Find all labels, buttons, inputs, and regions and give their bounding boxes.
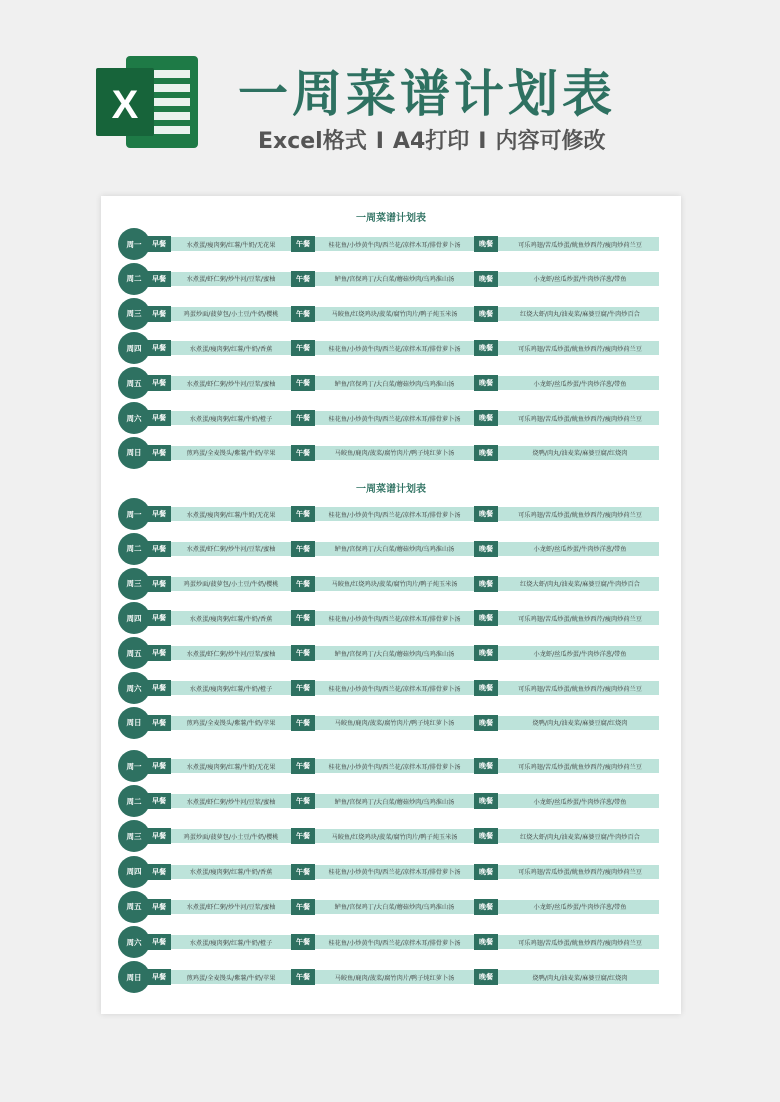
lunch-label: 午餐	[291, 445, 315, 461]
lunch-label: 午餐	[291, 541, 315, 557]
subtitle-print: A4打印	[392, 129, 470, 154]
breakfast-label: 早餐	[147, 271, 171, 287]
dinner-label: 晚餐	[474, 610, 498, 626]
dinner-items: 红烧大虾/肉丸/油麦菜/麻婆豆腐/牛肉炒百合	[520, 311, 640, 319]
day-row	[101, 926, 681, 958]
dinner-label: 晚餐	[474, 541, 498, 557]
lunch-items: 马鲛鱼/红烧鸡块/菠菜/腐竹肉片/鸭子炖玉米汤	[331, 833, 458, 841]
lunch-label: 午餐	[291, 934, 315, 950]
breakfast-items: 水煮蛋/瘦肉粥/红薯/牛奶/无花果	[186, 511, 276, 519]
day-badge: 周二	[118, 263, 150, 295]
dinner-items: 红烧大虾/肉丸/油麦菜/麻婆豆腐/牛肉炒百合	[520, 581, 640, 589]
dinner-items: 烧鸭/肉丸/油麦菜/麻婆豆腐/红烧肉	[532, 450, 628, 458]
lunch-items: 桂花鱼/小炒黄牛肉/西兰花/凉拌木耳/排骨萝卜汤	[328, 869, 461, 877]
dinner-items: 可乐鸡翅/苦瓜炒蛋/鱿鱼炒西芹/瘦肉炒荷兰豆	[518, 241, 642, 249]
breakfast-items: 水煮蛋/虾仁粥/炒牛河/豆浆/蜜柚	[186, 904, 276, 912]
lunch-items: 桂花鱼/小炒黄牛肉/西兰花/凉拌木耳/排骨萝卜汤	[328, 615, 461, 623]
lunch-items: 马鲛鱼/红烧鸡块/菠菜/腐竹肉片/鸭子炖玉米汤	[331, 311, 458, 319]
day-row	[101, 568, 681, 600]
breakfast-items: 鸡蛋炒面/菠萝包/小土豆/牛奶/樱桃	[183, 311, 279, 319]
breakfast-label: 早餐	[147, 375, 171, 391]
breakfast-items: 水煮蛋/瘦肉粥/红薯/牛奶/无花果	[186, 763, 276, 771]
day-badge: 周三	[118, 298, 150, 330]
dinner-items: 可乐鸡翅/苦瓜炒蛋/鱿鱼炒西芹/瘦肉炒荷兰豆	[518, 685, 642, 693]
breakfast-label: 早餐	[147, 340, 171, 356]
lunch-items: 桂花鱼/小炒黄牛肉/西兰花/凉拌木耳/排骨萝卜汤	[328, 685, 461, 693]
breakfast-label: 早餐	[147, 236, 171, 252]
breakfast-label: 早餐	[147, 445, 171, 461]
day-badge: 周六	[118, 926, 150, 958]
dinner-items: 小龙虾/丝瓜炒蛋/牛肉炒洋葱/带鱼	[533, 650, 627, 658]
lunch-label: 午餐	[291, 236, 315, 252]
subtitle-editable: 内容可修改	[495, 129, 606, 154]
breakfast-items: 水煮蛋/虾仁粥/炒牛河/豆浆/蜜柚	[186, 798, 276, 806]
dinner-items: 红烧大虾/肉丸/油麦菜/麻婆豆腐/牛肉炒百合	[520, 833, 640, 841]
dinner-label: 晚餐	[474, 969, 498, 985]
breakfast-items: 水煮蛋/虾仁粥/炒牛河/豆浆/蜜柚	[186, 380, 276, 388]
subtitle-format: Excel格式	[258, 129, 367, 154]
dinner-label: 晚餐	[474, 864, 498, 880]
day-badge: 周四	[118, 856, 150, 888]
lunch-items: 鲈鱼/宫保鸡丁/大白菜/蘑菇炒肉/乌鸡淮山汤	[334, 650, 455, 658]
breakfast-items: 水煮蛋/瘦肉粥/红薯/牛奶/香蕉	[189, 869, 273, 877]
dinner-label: 晚餐	[474, 934, 498, 950]
day-badge: 周一	[118, 228, 150, 260]
excel-logo-icon	[96, 52, 200, 152]
dinner-items: 小龙虾/丝瓜炒蛋/牛肉炒洋葱/带鱼	[533, 546, 627, 554]
lunch-label: 午餐	[291, 969, 315, 985]
dinner-items: 小龙虾/丝瓜炒蛋/牛肉炒洋葱/带鱼	[533, 276, 627, 284]
dinner-label: 晚餐	[474, 445, 498, 461]
day-badge: 周六	[118, 402, 150, 434]
lunch-label: 午餐	[291, 576, 315, 592]
breakfast-items: 水煮蛋/虾仁粥/炒牛河/豆浆/蜜柚	[186, 546, 276, 554]
day-row	[101, 785, 681, 817]
lunch-label: 午餐	[291, 828, 315, 844]
breakfast-label: 早餐	[147, 541, 171, 557]
dinner-label: 晚餐	[474, 410, 498, 426]
dinner-label: 晚餐	[474, 576, 498, 592]
day-row	[101, 498, 681, 530]
lunch-label: 午餐	[291, 340, 315, 356]
dinner-label: 晚餐	[474, 645, 498, 661]
day-badge: 周六	[118, 672, 150, 704]
breakfast-items: 水煮蛋/虾仁粥/炒牛河/豆浆/蜜柚	[186, 276, 276, 284]
dinner-label: 晚餐	[474, 306, 498, 322]
dinner-label: 晚餐	[474, 715, 498, 731]
breakfast-items: 水煮蛋/瘦肉粥/红薯/牛奶/橙子	[189, 415, 273, 423]
breakfast-items: 水煮蛋/瘦肉粥/红薯/牛奶/香蕉	[189, 615, 273, 623]
dinner-items: 小龙虾/丝瓜炒蛋/牛肉炒洋葱/带鱼	[533, 904, 627, 912]
day-badge: 周四	[118, 602, 150, 634]
subtitle-separator: I	[375, 129, 384, 154]
day-row	[101, 533, 681, 565]
breakfast-label: 早餐	[147, 506, 171, 522]
day-badge: 周日	[118, 437, 150, 469]
breakfast-items: 煎鸡蛋/全麦馒头/紫薯/牛奶/苹果	[186, 720, 276, 728]
dinner-label: 晚餐	[474, 506, 498, 522]
breakfast-items: 鸡蛋炒面/菠萝包/小土豆/牛奶/樱桃	[183, 581, 279, 589]
breakfast-label: 早餐	[147, 864, 171, 880]
dinner-label: 晚餐	[474, 340, 498, 356]
lunch-label: 午餐	[291, 680, 315, 696]
day-badge: 周四	[118, 332, 150, 364]
breakfast-label: 早餐	[147, 645, 171, 661]
lunch-items: 桂花鱼/小炒黄牛肉/西兰花/凉拌木耳/排骨萝卜汤	[328, 345, 461, 353]
breakfast-items: 鸡蛋炒面/菠萝包/小土豆/牛奶/樱桃	[183, 833, 279, 841]
dinner-items: 可乐鸡翅/苦瓜炒蛋/鱿鱼炒西芹/瘦肉炒荷兰豆	[518, 939, 642, 947]
lunch-items: 桂花鱼/小炒黄牛肉/西兰花/凉拌木耳/排骨萝卜汤	[328, 415, 461, 423]
day-row	[101, 820, 681, 852]
lunch-label: 午餐	[291, 306, 315, 322]
dinner-items: 可乐鸡翅/苦瓜炒蛋/鱿鱼炒西芹/瘦肉炒荷兰豆	[518, 763, 642, 771]
breakfast-label: 早餐	[147, 934, 171, 950]
day-row	[101, 891, 681, 923]
lunch-items: 桂花鱼/小炒黄牛肉/西兰花/凉拌木耳/排骨萝卜汤	[328, 939, 461, 947]
lunch-label: 午餐	[291, 410, 315, 426]
dinner-label: 晚餐	[474, 680, 498, 696]
lunch-items: 鲈鱼/宫保鸡丁/大白菜/蘑菇炒肉/乌鸡淮山汤	[334, 380, 455, 388]
lunch-items: 鲈鱼/宫保鸡丁/大白菜/蘑菇炒肉/乌鸡淮山汤	[334, 798, 455, 806]
day-row	[101, 332, 681, 364]
lunch-items: 鲈鱼/宫保鸡丁/大白菜/蘑菇炒肉/乌鸡淮山汤	[334, 904, 455, 912]
day-row	[101, 437, 681, 469]
day-badge: 周五	[118, 367, 150, 399]
lunch-label: 午餐	[291, 610, 315, 626]
section-title: 一周菜谱计划表	[356, 213, 426, 224]
day-badge: 周三	[118, 568, 150, 600]
subtitle-separator: I	[478, 129, 487, 154]
day-badge: 周五	[118, 637, 150, 669]
dinner-items: 烧鸭/肉丸/油麦菜/麻婆豆腐/红烧肉	[532, 720, 628, 728]
day-badge: 周五	[118, 891, 150, 923]
lunch-label: 午餐	[291, 506, 315, 522]
breakfast-label: 早餐	[147, 306, 171, 322]
breakfast-label: 早餐	[147, 715, 171, 731]
lunch-items: 马鲛鱼/鹿肉/菠菜/腐竹肉片/鸭子炖红萝卜汤	[334, 974, 455, 982]
day-badge: 周日	[118, 707, 150, 739]
logo-letter: X	[111, 83, 139, 127]
day-badge: 周日	[118, 961, 150, 993]
lunch-label: 午餐	[291, 864, 315, 880]
dinner-items: 可乐鸡翅/苦瓜炒蛋/鱿鱼炒西芹/瘦肉炒荷兰豆	[518, 869, 642, 877]
lunch-items: 鲈鱼/宫保鸡丁/大白菜/蘑菇炒肉/乌鸡淮山汤	[334, 276, 455, 284]
breakfast-items: 水煮蛋/瘦肉粥/红薯/牛奶/橙子	[189, 685, 273, 693]
breakfast-label: 早餐	[147, 899, 171, 915]
dinner-label: 晚餐	[474, 375, 498, 391]
breakfast-items: 煎鸡蛋/全麦馒头/紫薯/牛奶/苹果	[186, 974, 276, 982]
breakfast-items: 水煮蛋/虾仁粥/炒牛河/豆浆/蜜柚	[186, 650, 276, 658]
dinner-items: 可乐鸡翅/苦瓜炒蛋/鱿鱼炒西芹/瘦肉炒荷兰豆	[518, 511, 642, 519]
breakfast-label: 早餐	[147, 410, 171, 426]
day-row	[101, 637, 681, 669]
day-row	[101, 961, 681, 993]
day-row	[101, 367, 681, 399]
lunch-items: 马鲛鱼/鹿肉/菠菜/腐竹肉片/鸭子炖红萝卜汤	[334, 720, 455, 728]
dinner-label: 晚餐	[474, 236, 498, 252]
breakfast-label: 早餐	[147, 680, 171, 696]
dinner-label: 晚餐	[474, 828, 498, 844]
page-title: 一周菜谱计划表	[238, 65, 616, 123]
dinner-label: 晚餐	[474, 793, 498, 809]
breakfast-label: 早餐	[147, 828, 171, 844]
subtitle	[258, 124, 605, 155]
day-row	[101, 602, 681, 634]
dinner-items: 小龙虾/丝瓜炒蛋/牛肉炒洋葱/带鱼	[533, 798, 627, 806]
day-badge: 周一	[118, 498, 150, 530]
lunch-items: 桂花鱼/小炒黄牛肉/西兰花/凉拌木耳/排骨萝卜汤	[328, 241, 461, 249]
lunch-label: 午餐	[291, 758, 315, 774]
breakfast-items: 水煮蛋/瘦肉粥/红薯/牛奶/橙子	[189, 939, 273, 947]
day-badge: 周二	[118, 785, 150, 817]
breakfast-label: 早餐	[147, 793, 171, 809]
breakfast-label: 早餐	[147, 610, 171, 626]
breakfast-items: 水煮蛋/瘦肉粥/红薯/牛奶/香蕉	[189, 345, 273, 353]
lunch-label: 午餐	[291, 645, 315, 661]
day-row	[101, 298, 681, 330]
day-row	[101, 263, 681, 295]
dinner-items: 可乐鸡翅/苦瓜炒蛋/鱿鱼炒西芹/瘦肉炒荷兰豆	[518, 415, 642, 423]
lunch-label: 午餐	[291, 375, 315, 391]
lunch-label: 午餐	[291, 899, 315, 915]
dinner-label: 晚餐	[474, 271, 498, 287]
day-badge: 周二	[118, 533, 150, 565]
breakfast-label: 早餐	[147, 576, 171, 592]
dinner-items: 小龙虾/丝瓜炒蛋/牛肉炒洋葱/带鱼	[533, 380, 627, 388]
breakfast-items: 煎鸡蛋/全麦馒头/紫薯/牛奶/苹果	[186, 450, 276, 458]
day-badge: 周三	[118, 820, 150, 852]
section-title: 一周菜谱计划表	[356, 484, 426, 495]
menu-sheet	[101, 196, 681, 1014]
lunch-items: 桂花鱼/小炒黄牛肉/西兰花/凉拌木耳/排骨萝卜汤	[328, 511, 461, 519]
dinner-items: 可乐鸡翅/苦瓜炒蛋/鱿鱼炒西芹/瘦肉炒荷兰豆	[518, 615, 642, 623]
lunch-items: 马鲛鱼/鹿肉/菠菜/腐竹肉片/鸭子炖红萝卜汤	[334, 450, 455, 458]
day-row	[101, 402, 681, 434]
breakfast-label: 早餐	[147, 969, 171, 985]
lunch-label: 午餐	[291, 271, 315, 287]
breakfast-label: 早餐	[147, 758, 171, 774]
day-badge: 周一	[118, 750, 150, 782]
dinner-items: 可乐鸡翅/苦瓜炒蛋/鱿鱼炒西芹/瘦肉炒荷兰豆	[518, 345, 642, 353]
breakfast-items: 水煮蛋/瘦肉粥/红薯/牛奶/无花果	[186, 241, 276, 249]
lunch-items: 马鲛鱼/红烧鸡块/菠菜/腐竹肉片/鸭子炖玉米汤	[331, 581, 458, 589]
day-row	[101, 750, 681, 782]
lunch-label: 午餐	[291, 715, 315, 731]
day-row	[101, 672, 681, 704]
dinner-label: 晚餐	[474, 758, 498, 774]
dinner-items: 烧鸭/肉丸/油麦菜/麻婆豆腐/红烧肉	[532, 974, 628, 982]
lunch-items: 鲈鱼/宫保鸡丁/大白菜/蘑菇炒肉/乌鸡淮山汤	[334, 546, 455, 554]
day-row	[101, 707, 681, 739]
day-row	[101, 228, 681, 260]
day-row	[101, 856, 681, 888]
lunch-items: 桂花鱼/小炒黄牛肉/西兰花/凉拌木耳/排骨萝卜汤	[328, 763, 461, 771]
dinner-label: 晚餐	[474, 899, 498, 915]
lunch-label: 午餐	[291, 793, 315, 809]
